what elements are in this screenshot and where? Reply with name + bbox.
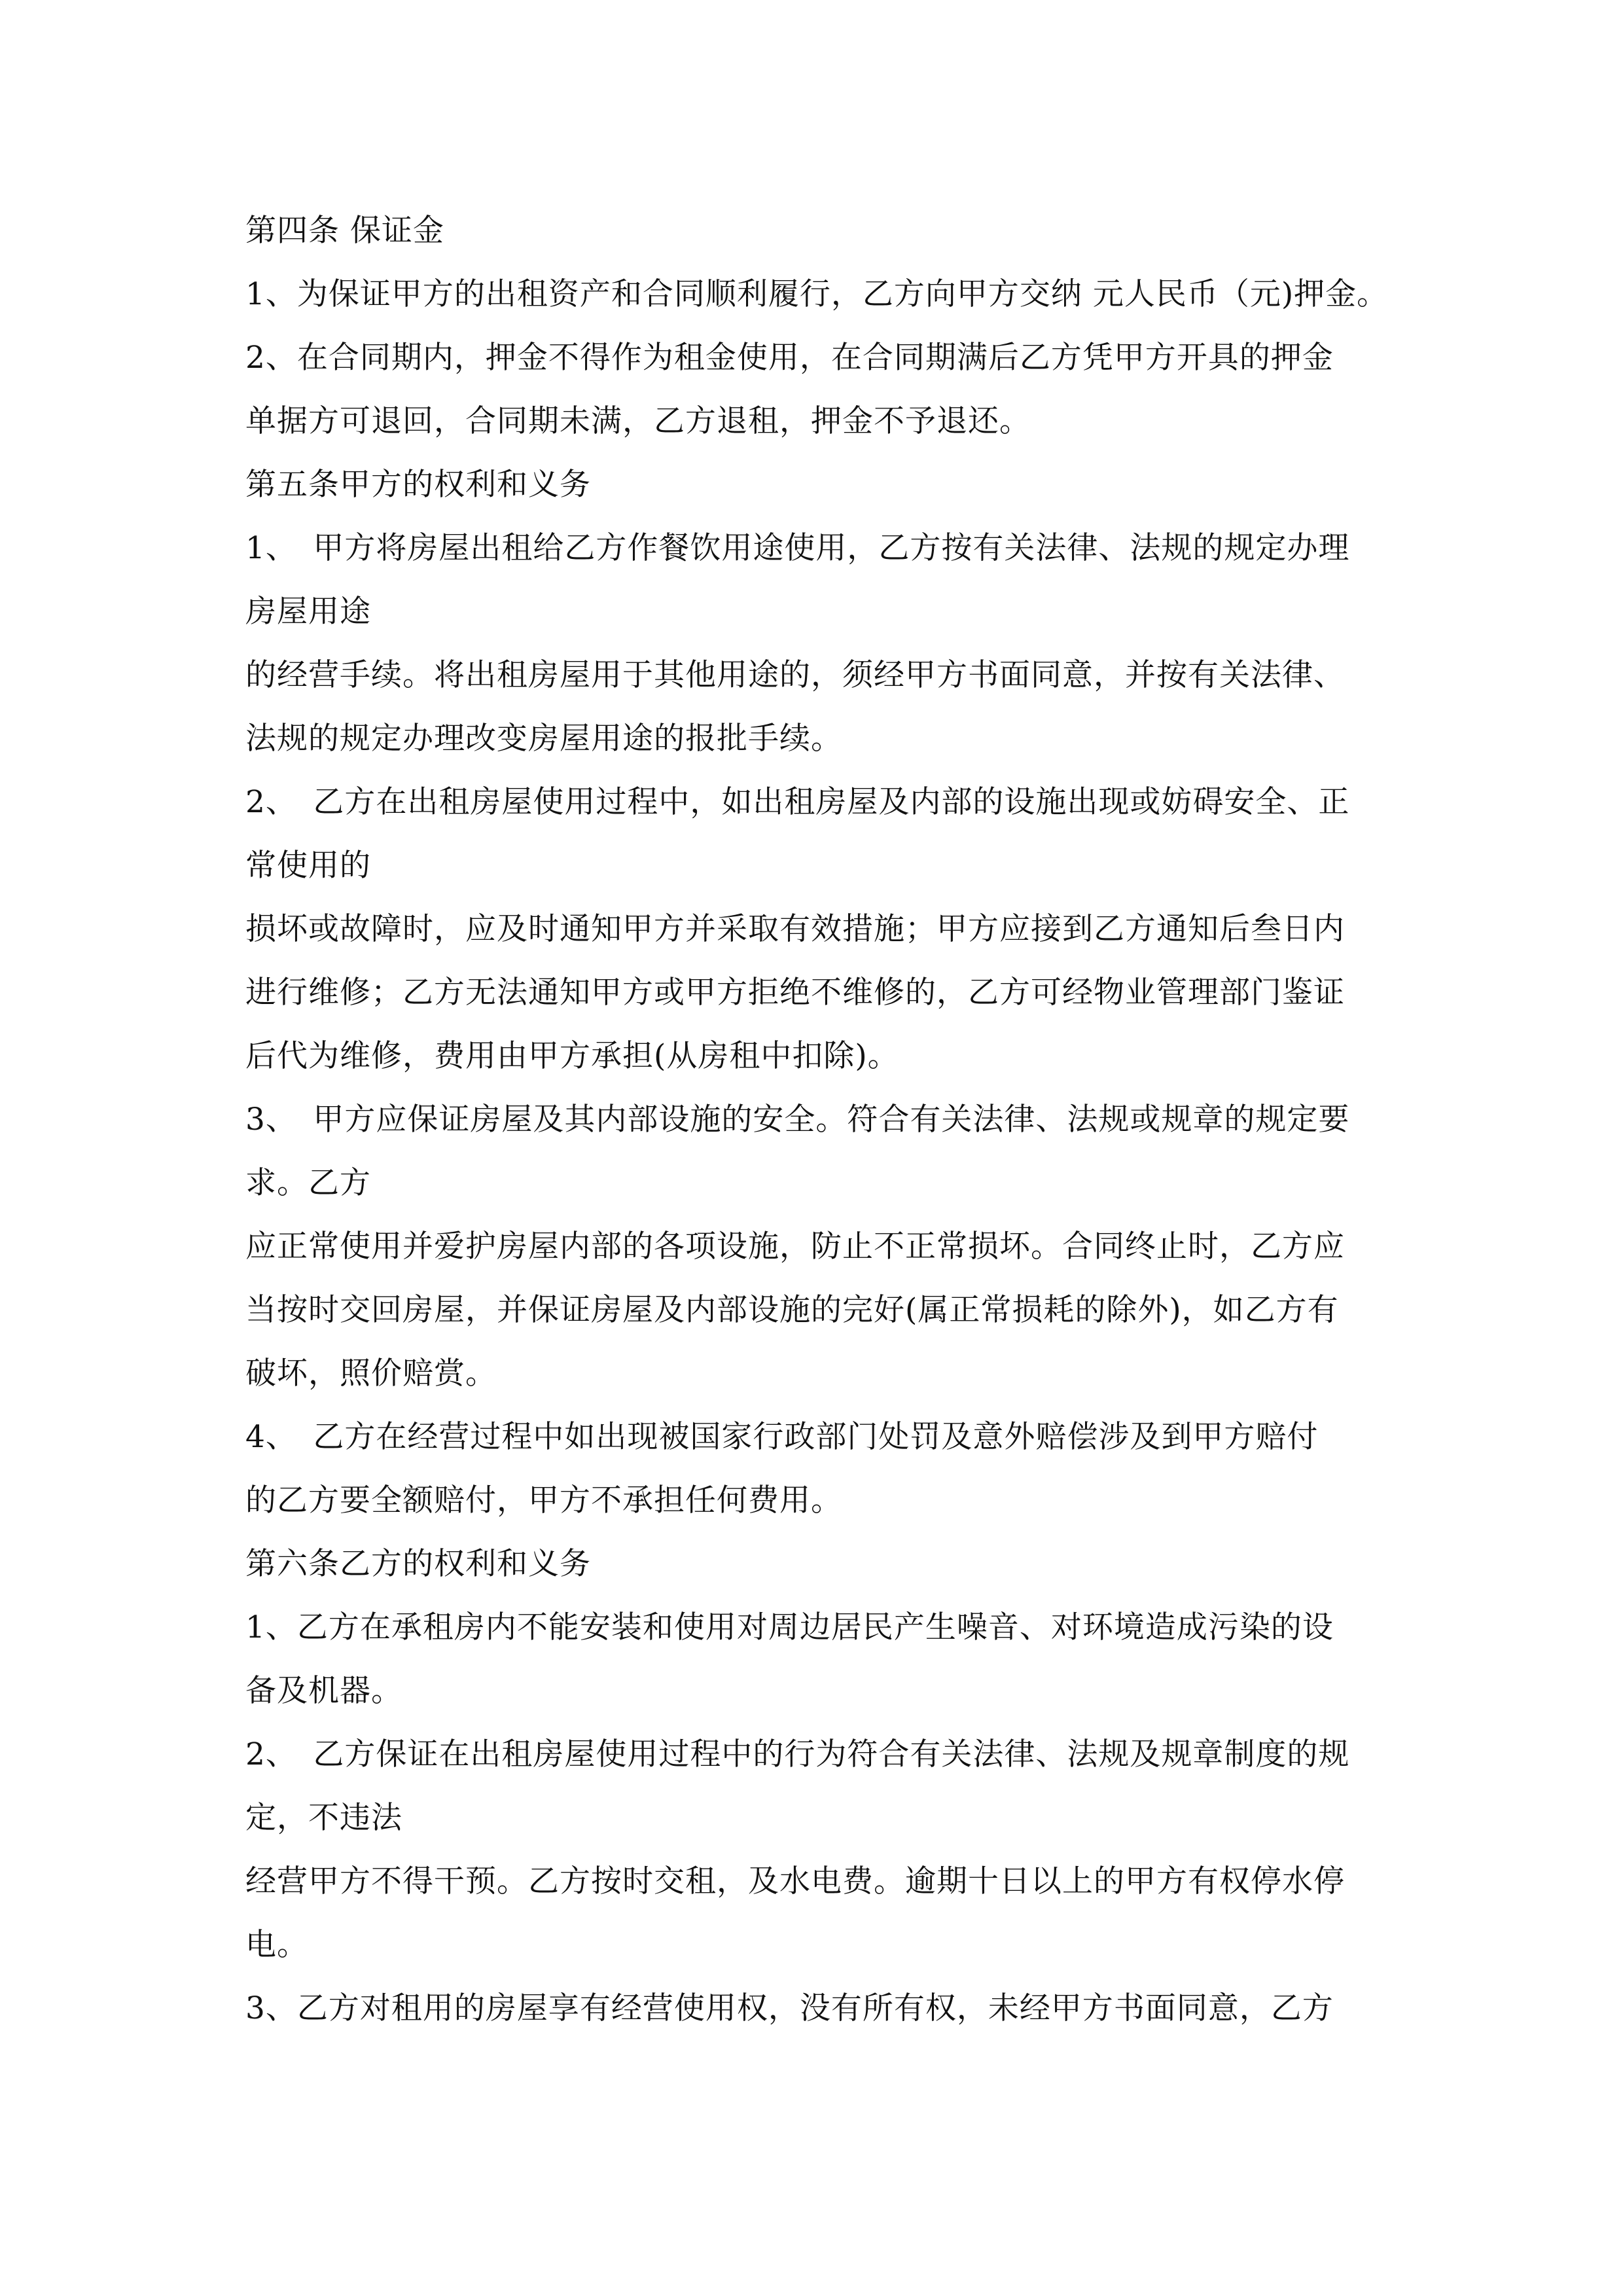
clause-6-1-line-1: 1、乙方在承租房内不能安装和使用对周边居民产生噪音、对环境造成污染的设 — [245, 1609, 1334, 1645]
clause-6-3-line-1: 3、乙方对租用的房屋享有经营使用权，没有所有权，未经甲方书面同意，乙方 — [245, 1990, 1334, 2026]
clause-5-2-line-5: 后代为维修，费用由甲方承担(从房租中扣除)。 — [245, 1038, 899, 1074]
clause-5-1-line-3: 的经营手续。将出租房屋用于其他用途的，须经甲方书面同意，并按有关法律、 — [245, 657, 1345, 693]
clause-6-2-line-2: 定，不违法 — [245, 1800, 402, 1836]
clause-5-1-line-2: 房屋用途 — [245, 594, 371, 630]
clause-5-2-line-3: 损坏或故障时，应及时通知甲方并采取有效措施；甲方应接到乙方通知后叁日内 — [245, 911, 1345, 947]
clause-4-1: 1、为保证甲方的出租资产和合同顺利履行，乙方向甲方交纳 元人民币（元)押金。 — [245, 276, 1389, 312]
clause-5-1-line-4: 法规的规定办理改变房屋用途的报批手续。 — [245, 721, 842, 757]
clause-6-2-line-3: 经营甲方不得干预。乙方按时交租，及水电费。逾期十日以上的甲方有权停水停 — [245, 1863, 1345, 1899]
clause-5-4-line-1: 4、 乙方在经营过程中如出现被国家行政部门处罚及意外赔偿涉及到甲方赔付 — [245, 1419, 1319, 1455]
clause-4-2-line-1: 2、在合同期内，押金不得作为租金使用，在合同期满后乙方凭甲方开具的押金 — [245, 340, 1334, 376]
clause-5-4-line-2: 的乙方要全额赔付，甲方不承担任何费用。 — [245, 1482, 842, 1518]
section-6-heading: 第六条乙方的权利和义务 — [245, 1546, 591, 1582]
clause-5-2-line-1: 2、 乙方在出租房屋使用过程中，如出租房屋及内部的设施出现或妨碍安全、正 — [245, 784, 1350, 820]
clause-5-3-line-1: 3、 甲方应保证房屋及其内部设施的安全。符合有关法律、法规或规章的规定要 — [245, 1102, 1350, 1138]
section-5-heading: 第五条甲方的权利和义务 — [245, 467, 591, 503]
clause-5-2-line-4: 进行维修；乙方无法通知甲方或甲方拒绝不维修的，乙方可经物业管理部门鉴证 — [245, 975, 1345, 1011]
clause-6-1-line-2: 备及机器。 — [245, 1673, 402, 1709]
clause-5-2-line-2: 常使用的 — [245, 848, 371, 884]
clause-5-3-line-4: 当按时交回房屋，并保证房屋及内部设施的完好(属正常损耗的除外)，如乙方有 — [245, 1292, 1339, 1328]
clause-4-2-line-2: 单据方可退回，合同期未满，乙方退租，押金不予退还。 — [245, 403, 1031, 439]
clause-6-2-line-1: 2、 乙方保证在出租房屋使用过程中的行为符合有关法律、法规及规章制度的规 — [245, 1736, 1350, 1772]
clause-5-1-line-1: 1、 甲方将房屋出租给乙方作餐饮用途使用，乙方按有关法律、法规的规定办理 — [245, 530, 1350, 566]
clause-5-3-line-2: 求。乙方 — [245, 1165, 371, 1201]
clause-5-3-line-3: 应正常使用并爱护房屋内部的各项设施，防止不正常损坏。合同终止时，乙方应 — [245, 1229, 1345, 1265]
clause-6-2-line-4: 电。 — [245, 1927, 308, 1963]
section-4-heading: 第四条 保证金 — [245, 213, 444, 249]
clause-5-3-line-5: 破坏，照价赔赏。 — [245, 1355, 497, 1391]
